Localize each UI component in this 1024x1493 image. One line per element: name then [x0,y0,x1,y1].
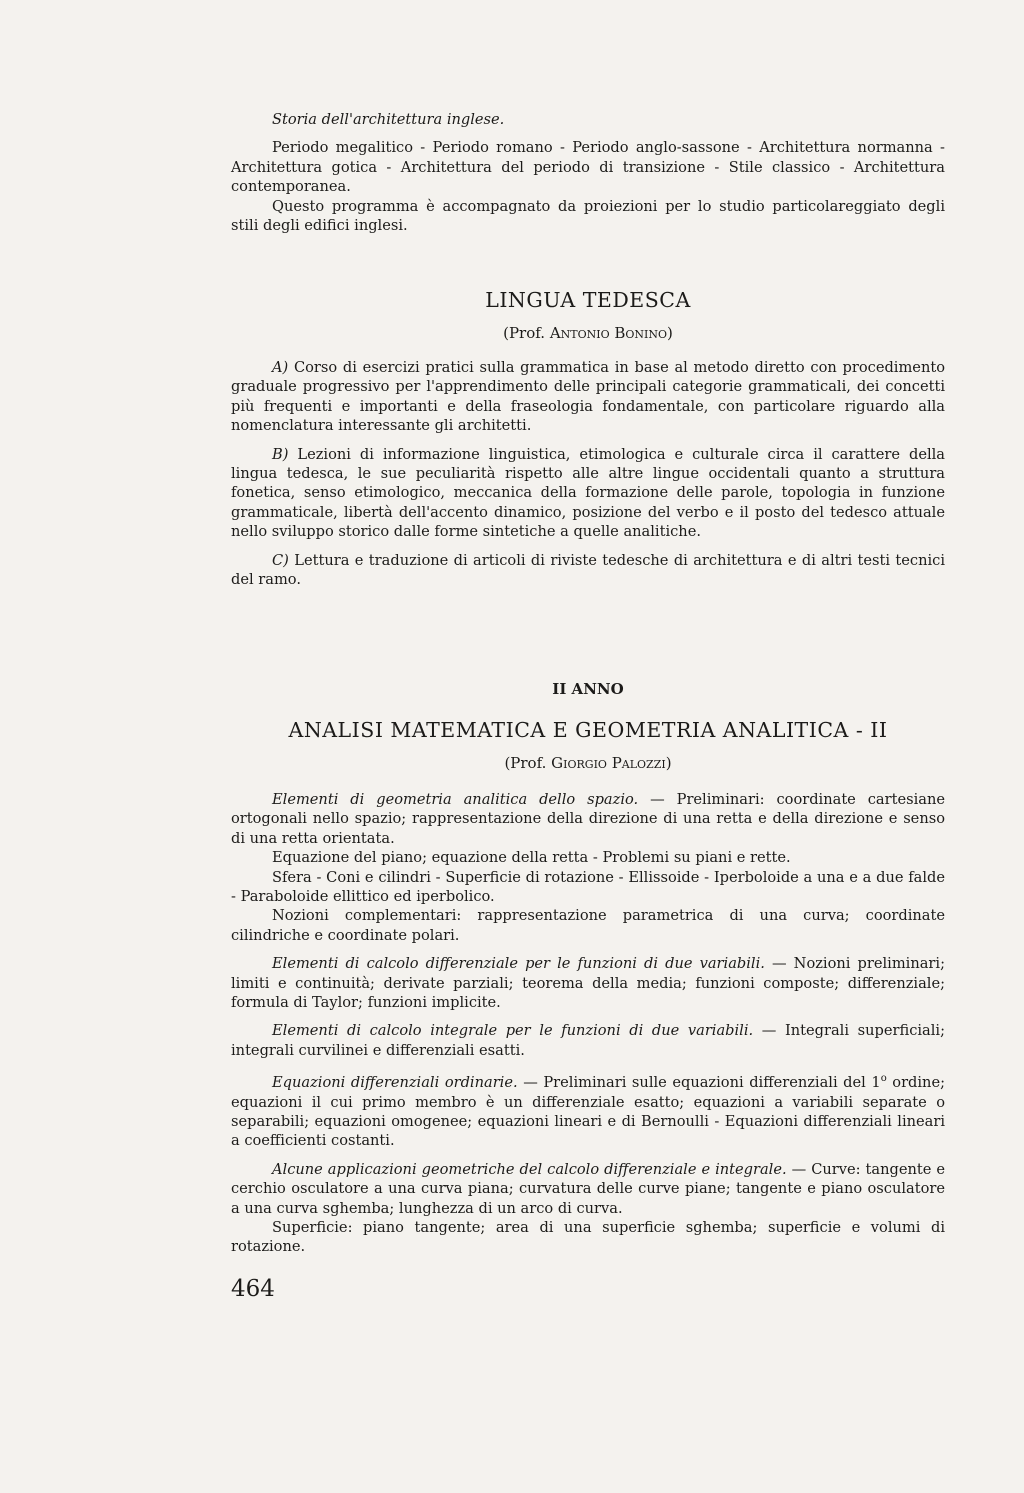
paragraph [231,1160,945,1218]
topic-text: — Curve: tangente e cerchio osculatore a una curva piana; curvatura delle curve piane; tangente e piano osculatore a una curva sghemba; lunghezza di un arco di curva. [231,1160,946,1217]
item-label: A) [272,359,289,376]
section-storia-architettura [231,110,945,235]
paragraph: Questo programma è accompagnato da proiezioni per lo studio particolareggiato degli stili degli edifici inglesi. [231,197,945,235]
course-heading: ANALISI MATEMATICA E GEOMETRIA ANALITICA - II [288,718,888,742]
item-text: Corso di esercizi pratici sulla grammatica in base al metodo diretto con procedimento graduale progressivo per l'apprendimento delle principali categorie grammaticali, dei concetti più frequenti e importanti e della fraseologia fondamentale, con particolare riguardo alla nomenclatura interessante gli architetti. [231,359,945,435]
prof-suffix: ) [667,324,673,342]
year-heading: II ANNO [552,680,624,698]
professor-line [231,754,945,772]
topic-text: — Integrali superficiali; integrali curvilinei e differenziali esatti. [231,1022,946,1059]
item-text: Lezioni di informazione linguistica, etimologica e culturale circa il carattere della lingua tedesca, le sue peculiarità rispetto alle altre lingue occidentali quanto a struttura fonetica, senso etimologico, meccanica della formazione delle parole, topologia in funzione grammaticale, libertà dell'accento dinamico, posizione del verbo e il posto del tedesco attuale nello sviluppo storico dalle forme sintetiche a quelle analitiche. [231,445,945,541]
topic-text: — Preliminari: coordinate cartesiane ortogonali nello spazio; rappresentazione della direzione di una retta e della direzione e senso di una retta orientata. [231,791,945,847]
item-label: B) [272,445,289,463]
list-item [231,358,945,436]
professor-name: Giorgio Palozzi [551,754,666,772]
paragraph [231,1069,945,1150]
topic-title: Elementi di calcolo differenziale per le funzioni di due variabili. [272,955,765,973]
prof-prefix: (Prof. [503,324,546,342]
topic-title: Alcune applicazioni geometriche del calcolo differenziale e integrale. [272,1160,787,1178]
course-heading: LINGUA TEDESCA [485,288,691,312]
section-title: Storia dell'architettura inglese. [272,111,505,128]
topic-text: — Nozioni preliminari; limiti e continuità; derivate parziali; teorema della media; funzioni composte; differenziale; formula di Taylor; funzioni implicite. [231,955,945,1012]
paragraph: Superficie: piano tangente; area di una superficie sghemba; superficie e volumi di rotazione. [231,1218,945,1256]
paragraph: Periodo megalitico - Periodo romano - Periodo anglo-sassone - Architettura normanna - Architettura gotica - Architettura del periodo di transizione - Stile classico - Architettura contemporanea. [231,139,945,196]
item-label: C) [272,551,289,569]
professor-line [231,324,945,342]
list-item [231,445,945,542]
page-number: 464 [231,1276,275,1302]
section-lingua-tedesca [231,358,945,589]
topic-text: — Preliminari sulle equazioni differenziali del 1 [517,1074,881,1092]
topic-title: Elementi di calcolo integrale per le funzioni di due variabili. [272,1022,754,1040]
item-text: Lettura e traduzione di articoli di riviste tedesche di architettura e di altri testi tecnici del ramo. [231,551,946,589]
paragraph [231,1021,945,1060]
paragraph: Sfera - Coni e cilindri - Superficie di rotazione - Ellissoide - Iperboloide a una e a due falde - Paraboloide ellittico ed iperbolico. [231,868,945,906]
section-analisi-matematica [231,790,945,1257]
paragraph: Equazione del piano; equazione della retta - Problemi su piani e rette. [272,849,791,867]
topic-title: Elementi di geometria analitica dello spazio. [272,791,639,808]
paragraph [231,954,945,1012]
topic-text: ordine; equazioni il cui primo membro è un differenziale esatto; equazioni a variabili separate o separabili; equazioni omogenee; equazioni lineari e di Bernoulli - Equazioni differenziali lineari a coefficienti costanti. [231,1074,946,1150]
paragraph: Nozioni complementari: rappresentazione parametrica di una curva; coordinate cilindriche e coordinate polari. [231,907,945,944]
topic-title: Equazioni differenziali ordinarie. [272,1074,518,1092]
superscript: o [880,1073,887,1085]
paragraph [231,790,945,848]
prof-suffix: ) [665,754,672,772]
professor-name: Antonio Bonino [549,324,668,342]
prof-prefix: (Prof. [504,754,547,772]
list-item [231,551,945,590]
